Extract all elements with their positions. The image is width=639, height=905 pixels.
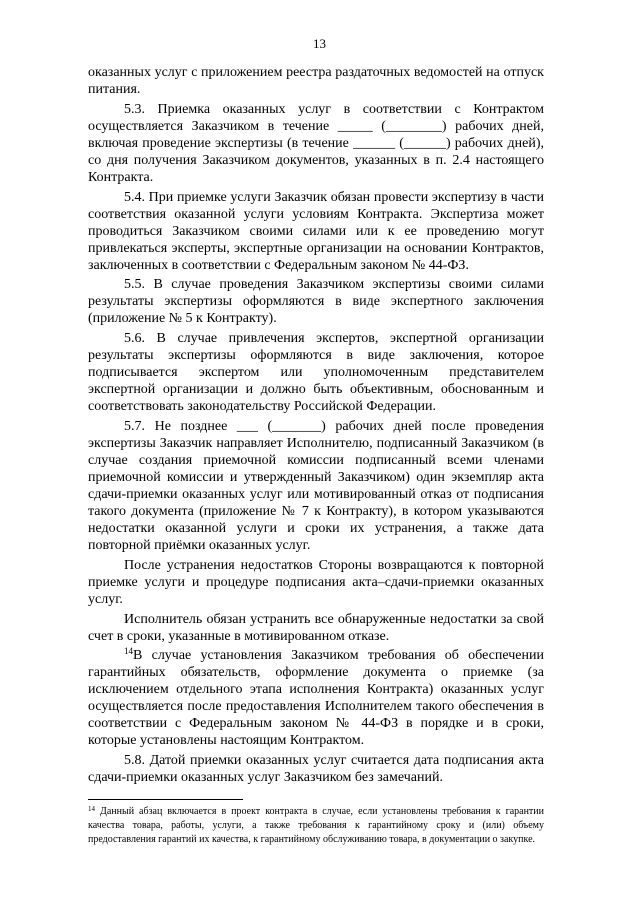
paragraph-defect-elimination: Исполнитель обязан устранить все обнаруженные недостатки за свой счет в сроки, указанные в мотивированном отказе.	[88, 611, 544, 644]
paragraph-continuation: оказанных услуг с приложением реестра раздаточных ведомостей на отпуск питания.	[88, 65, 544, 97]
paragraph-5-5: 5.5. В случае проведения Заказчиком экспертизы своими силами результаты экспертизы оформляются в виде экспертного заключения (приложение № 5 к Контракту).	[88, 277, 544, 327]
paragraph-5-3: 5.3. Приемка оказанных услуг в соответствии с Контрактом осуществляется Заказчиком в течение _____ (________) рабочих дней, включая проведение экспертизы (в течение ______ (______) рабочих дней), со дня получения Заказчиком документов, указанных в п. 2.4 настоящего Контракта.	[88, 101, 544, 185]
footnote-divider	[88, 799, 243, 800]
paragraph-5-6: 5.6. В случае привлечения экспертов, экспертной организации результаты экспертизы оформляются в виде заключения, которое подписывается экспертом или уполномоченным представителем экспертной организации и должно быть объективным, обоснованным и соответствовать законодательству Российской Федерации.	[88, 331, 544, 415]
footnote-reference[interactable]: 14	[124, 646, 133, 657]
paragraph-5-4: 5.4. При приемке услуги Заказчик обязан провести экспертизу в части соответствия оказанной услуги условиям Контракта. Экспертиза может проводиться Заказчиком своими силами или к ее проведению могут привлекаться эксперты, экспертные организации на основании Контрактов, заключенных в соответствии с Федеральным законом № 44-ФЗ.	[88, 189, 544, 273]
page-number: 13	[313, 36, 326, 51]
paragraph-5-8: 5.8. Датой приемки оказанных услуг считается дата подписания акта сдачи-приемки оказанных услуг Заказчиком без замечаний.	[88, 753, 544, 786]
paragraph-guarantee-text: В случае установления Заказчиком требования об обеспечении гарантийных обязательств, оформление документа о приемке (за исключением отдельного этапа исполнения Контракта) оказанных услуг осуществляется после предоставления Исполнителем такого обеспечения в соответствии с Федеральным законом № 44-ФЗ в порядке и в сроки, которые установлены настоящим Контрактом.	[88, 648, 544, 749]
footnote-text: Данный абзац включается в проект контракта в случае, если установлены требования к гарантии качества товара, работы, услуги, а также требования к гарантийному сроку и (или) объему предоставления гарантий их качества, к гарантийному обслуживанию товара, в документации о закупке.	[88, 806, 544, 845]
paragraph-repeat-acceptance: После устранения недостатков Стороны возвращаются к повторной приемке услуги и процедуре подписания акта–сдачи-приемки оказанных услуг.	[88, 557, 544, 607]
paragraph-guarantee	[88, 647, 544, 749]
footnote	[88, 805, 544, 847]
document-body	[88, 64, 544, 789]
paragraph-5-7: 5.7. Не позднее ___ (_______) рабочих дней после проведения экспертизы Заказчик направляет Исполнителю, подписанный Заказчиком (в случае создания приемочной комиссии подписанный всеми членами приемочной комиссии и утвержденный Заказчиком) один экземпляр акта сдачи-приемки оказанных услуг или мотивированный отказ от подписания такого документа (приложение № 7 к Контракту), в котором указываются недостатки оказанной услуги и сроки их устранения, а также дата повторной приёмки оказанных услуг.	[88, 418, 544, 553]
footnote-number: 14	[88, 805, 95, 813]
